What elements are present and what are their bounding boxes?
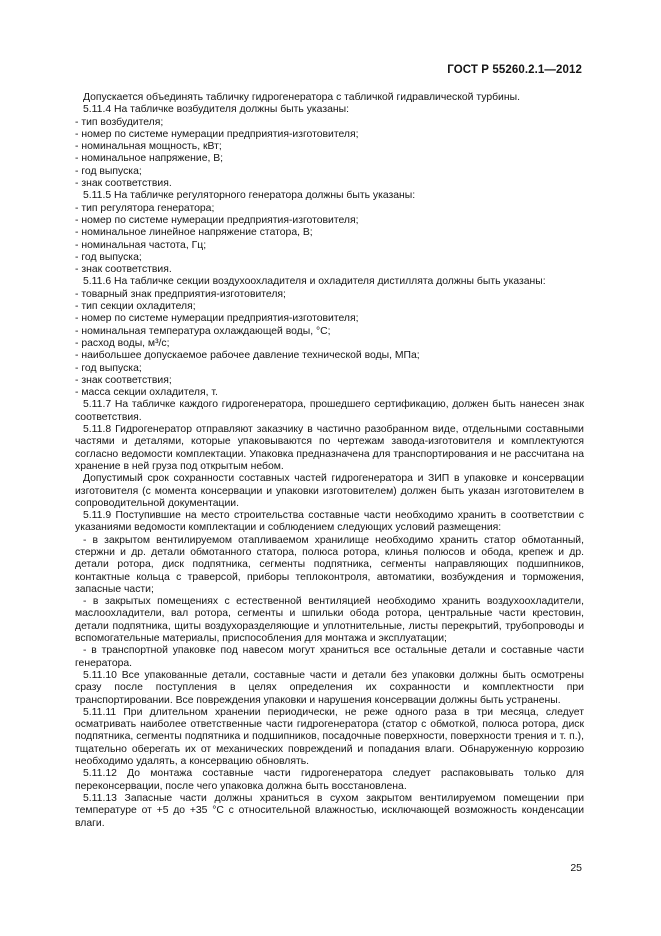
list-item: - номинальная мощность, кВт; <box>75 141 222 153</box>
list-item: - год выпуска; <box>75 362 142 374</box>
paragraph: Допускается объединять табличку гидрогенератора с табличкой гидравлической турбины. <box>83 92 520 103</box>
page-number: 25 <box>570 862 582 874</box>
clause-paragraph: 5.11.7 На табличке каждого гидрогенератора, прошедшего сертификацию, должен быть нанесен знак соответствия. <box>75 399 584 423</box>
list-item: - в закрытых помещениях с естественной вентиляцией необходимо хранить воздухоохладители, маслоохладители, вал ротора, сегменты и шпильки обода ротора, центральные части крестовин, детали подпятника, щиты воздухоразделяющие и уплотнительные, листы перекрытий, трубопроводы и вспомогательные материалы, приспособления для монтажа и эксплуатации; <box>75 596 584 645</box>
list-item: - номер по системе нумерации предприятия-изготовителя; <box>75 313 359 325</box>
document-body <box>75 92 584 830</box>
list-item: - номер по системе нумерации предприятия-изготовителя; <box>75 128 359 140</box>
list-item: - год выпуска; <box>75 251 142 263</box>
list-item: - номинальная температура охлаждающей воды, °С; <box>75 325 331 337</box>
list-item: - расход воды, м³/с; <box>75 337 170 349</box>
clause-heading: 5.11.4 На табличке возбудителя должны быть указаны: <box>83 104 349 116</box>
clause-paragraph: 5.11.11 При длительном хранении периодически, не реже одного раза в три месяца, следует осматривать наиболее ответственные части гидрогенератора (статор с обмоткой, полюса ротора, диск подпятника, сегменты подпятника и подшипников, посадочные поверхности, поверхности трения и т. п.), тщательно оберегать их от механических повреждений и попадания влаги. Обнаруженную коррозию необходимо удалять, а консервацию обновлять. <box>75 706 584 768</box>
list-item: - номинальное напряжение, В; <box>75 153 224 165</box>
clause-paragraph: 5.11.9 Поступившие на место строительства составные части необходимо хранить в соответствии с указаниями ведомости комплектации и соблюдением следующих условий размещения: <box>75 510 584 534</box>
clause-paragraph: 5.11.10 Все упакованные детали, составные части и детали без упаковки должны быть осмотрены сразу после поступления в целях определения их сохранности и комплектности при транспортировании. Все повреждения упаковки и нарушения консервации должны быть устранены. <box>75 669 584 706</box>
paragraph: Допустимый срок сохранности составных частей гидрогенератора и ЗИП в упаковке и консервации изготовителя (с момента консервации и упаковки изготовителем) должен быть указан изготовителем в сопроводительной документации. <box>75 473 584 509</box>
list-item: - тип возбудителя; <box>75 116 164 128</box>
list-item: - в транспортной упаковке под навесом могут храниться все остальные детали и составные части генератора. <box>75 645 584 669</box>
list-item: - тип секции охладителя; <box>75 301 196 313</box>
list-item: - товарный знак предприятия-изготовителя; <box>75 288 286 300</box>
list-item: - тип регулятора генератора; <box>75 202 215 214</box>
list-item: - номер по системе нумерации предприятия-изготовителя; <box>75 214 359 226</box>
clause-paragraph: 5.11.12 До монтажа составные части гидрогенератора следует распаковывать только для переконсервации, после чего упаковка должна быть восстановлена. <box>75 768 584 792</box>
list-item: - номинальная частота, Гц; <box>75 239 207 251</box>
list-item: - знак соответствия; <box>75 374 172 386</box>
list-item: - знак соответствия. <box>75 264 172 276</box>
list-item: - знак соответствия. <box>75 178 172 190</box>
standard-designation: ГОСТ Р 55260.2.1—2012 <box>447 64 582 76</box>
clause-paragraph: 5.11.8 Гидрогенератор отправляют заказчику в частично разобранном виде, отдельными составными частями и деталями, которые упаковываются по чертежам завода-изготовителя и комплектуются согласно ведомости комплектации. Упаковка предназначена для транспортирования и не рассчитана на хранение в ней груза под открытым небом. <box>75 424 584 472</box>
clause-paragraph: 5.11.13 Запасные части должны храниться в сухом закрытом вентилируемом помещении при температуре от +5 до +35 °С с относительной влажностью, исключающей возможность конденсации влаги. <box>75 792 584 829</box>
list-item: - масса секции охладителя, т. <box>75 387 218 399</box>
clause-heading: 5.11.5 На табличке регуляторного генератора должны быть указаны: <box>83 190 416 202</box>
list-item: - год выпуска; <box>75 165 142 177</box>
list-item: - номинальное линейное напряжение статора, В; <box>75 227 313 239</box>
list-item: - наибольшее допускаемое рабочее давление технической воды, МПа; <box>75 350 420 362</box>
list-item: - в закрытом вентилируемом отапливаемом хранилище необходимо хранить статор обмотанный, стержни и др. детали обмотанного статора, полюса ротора, клинья полюсов и обода, крепеж и др. детали ротора, диск подпятника, сегменты подпятника, сегменты направляющих подшипников, контактные кольца с траверсой, приборы теплоконтроля, автоматики, возбуждения и торможения, запасные части; <box>75 534 584 595</box>
clause-heading: 5.11.6 На табличке секции воздухоохладителя и охладителя дистиллята должны быть указаны: <box>83 276 546 288</box>
